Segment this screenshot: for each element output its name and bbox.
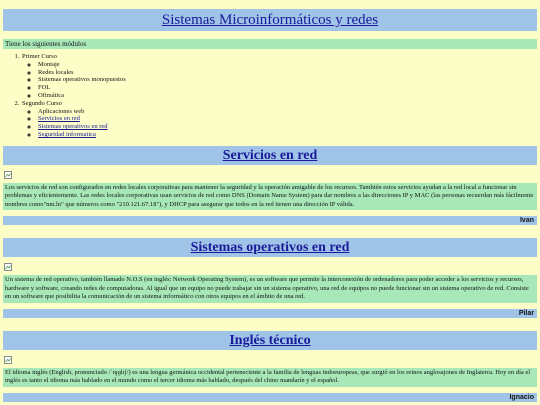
course-list (3, 53, 537, 139)
module-label: Sistemas operativos monopuestos (38, 76, 126, 84)
section-author: Pilar (3, 309, 537, 318)
module-item (38, 123, 537, 131)
module-link-seguridad[interactable]: Seguridad informatica (38, 130, 96, 138)
section-title-bar (3, 238, 537, 257)
module-item (38, 92, 537, 100)
section-title-bar (3, 331, 537, 350)
broken-image-icon (4, 171, 12, 179)
module-list (22, 108, 537, 139)
module-link-servicios[interactable]: Servicios en red (38, 115, 80, 123)
broken-image-icon (4, 356, 12, 364)
module-label: Redes locales (38, 68, 74, 76)
section-text: El idioma inglés (English, pronunciado /ˈɪŋɡlɪʃ/) es una lengua germánica occidental perteneciente a la familia de lenguas indoeuropeas, que surgió en los reinos anglosajones de Inglaterra. Hoy en día el inglés es tanto el idioma más hablado en el mundo como el tercer idioma más hablado, después del chino mandarín y el español. (3, 368, 537, 387)
section-title-link-servicios[interactable]: Servicios en red (222, 147, 318, 163)
course-label: Primer Curso (22, 53, 57, 60)
section-text: Un sistema de red operativo, también llamado N.O.S (en inglés: Network Operating System), es un software que permite la interconexión de ordenadores para poder acceder a los servicios y recursos, hardware y software, creando redes de computadoras. Al igual que un equipo no puede trabajar sin un sistema operativo, una red de equipos no puede funcionar sin un sistema operativo de red. Consiste en un software que posibilita la comunicación de un sistema informático con otros equipos en el ámbito de una red. (3, 275, 537, 303)
module-link-sistemas[interactable]: Sistemas operativos en red (38, 123, 108, 131)
module-item (38, 76, 537, 84)
section-text: Los servicios de red son configurados en redes locales corporativas para mantener la seguridad y la operación amigable de los recursos. También estos servicios ayudan a la red local a funcionar sin problemas y eficientemente. Las redes locales corporativas usan servicios de red como DNS (Domain Name System) para dar nombres a las direcciones IP y MAC (las personas recuerdan más fácilmente nombres como"nm.ln" que números como "210.121.67.18"), y DHCP para asegurar que todos en la red tienen una dirección IP válida. (3, 183, 537, 211)
course-item (21, 100, 537, 139)
module-label: FOL (38, 84, 51, 92)
module-label: Ofimática (38, 91, 64, 99)
section-author: Ignacio (3, 393, 537, 402)
section-title-link-ingles[interactable]: Inglés técnico (229, 332, 311, 348)
course-item (21, 53, 537, 100)
module-item (38, 84, 537, 92)
section-author: Ivan (3, 216, 537, 225)
module-item (38, 69, 537, 77)
broken-image-icon (4, 263, 12, 271)
site-title-link[interactable]: Sistemas Microinformáticos y redes (161, 12, 379, 28)
section-title-bar (3, 146, 537, 165)
module-item (38, 61, 537, 69)
module-item (38, 131, 537, 139)
site-title-bar (3, 9, 537, 31)
module-item (38, 108, 537, 116)
course-label: Segundo Curso (22, 99, 62, 107)
section-title-link-sistemas[interactable]: Sistemas operativos en red (190, 240, 350, 256)
intro-text: Tiene los siguientes módulos (3, 39, 537, 49)
module-item (38, 115, 537, 123)
module-list (22, 61, 537, 100)
module-label: Aplicaciones web (38, 107, 85, 115)
module-label: Montaje (38, 60, 60, 68)
